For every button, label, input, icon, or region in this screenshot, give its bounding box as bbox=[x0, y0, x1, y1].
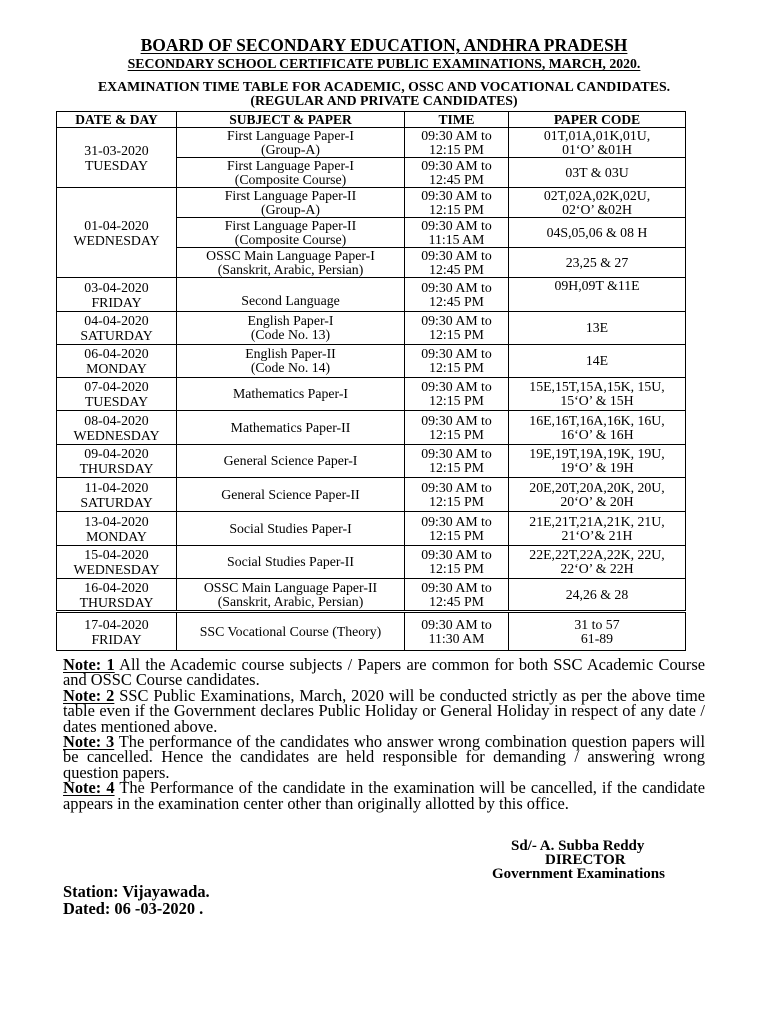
subject-paper-cell bbox=[177, 512, 405, 546]
time-cell bbox=[405, 445, 509, 478]
note-2 bbox=[63, 685, 705, 736]
exam-day: MONDAY bbox=[86, 528, 147, 544]
signatory-name: Sd/- A. Subba Reddy bbox=[511, 838, 645, 854]
subject-paper-cell bbox=[177, 378, 405, 411]
paper-code-cell bbox=[509, 188, 686, 218]
exam-date: 06-04-2020 bbox=[84, 346, 149, 361]
notes-section bbox=[63, 657, 705, 811]
time-cell bbox=[405, 278, 509, 312]
time-line: 09:30 AM to bbox=[421, 247, 492, 263]
paper-code-line: 01T,01A,01K,01U, bbox=[543, 127, 651, 143]
subject-line: (Group-A) bbox=[260, 201, 320, 217]
subject-paper-cell bbox=[177, 579, 405, 612]
exam-day: TUESDAY bbox=[84, 157, 149, 173]
exam-day: SATURDAY bbox=[80, 494, 153, 510]
time-cell bbox=[405, 188, 509, 218]
date-day-cell bbox=[57, 188, 177, 278]
time-cell bbox=[405, 345, 509, 378]
exam-day: WEDNESDAY bbox=[73, 562, 160, 577]
time-cell bbox=[405, 218, 509, 248]
date-day-cell bbox=[57, 378, 177, 411]
exam-timetable bbox=[56, 111, 686, 651]
subject-paper-cell bbox=[177, 546, 405, 579]
table-row bbox=[57, 478, 686, 512]
col-header-date-day: DATE & DAY bbox=[57, 112, 177, 128]
time-line: 09:30 AM to bbox=[421, 379, 492, 394]
exam-day: FRIDAY bbox=[91, 631, 142, 647]
table-row bbox=[57, 411, 686, 445]
paper-code-line: 23,25 & 27 bbox=[565, 254, 629, 270]
note-text: The performance of the candidates who answer wrong combination question papers will be cancelled. Hence the candidates are held responsible for demanding / answering wrong question papers. bbox=[63, 732, 705, 782]
table-row bbox=[57, 345, 686, 378]
subject-paper-cell bbox=[177, 411, 405, 445]
candidates-subtitle: (REGULAR AND PRIVATE CANDIDATES) bbox=[250, 93, 518, 108]
paper-code-line: 19E,19T,19A,19K, 19U, bbox=[529, 446, 665, 461]
subject-paper-cell bbox=[177, 312, 405, 345]
subject-paper-cell bbox=[177, 345, 405, 378]
date-day-cell bbox=[57, 312, 177, 345]
time-line: 12:15 PM bbox=[429, 527, 484, 543]
paper-code-cell bbox=[509, 128, 686, 158]
paper-code-line: 16E,16T,16A,16K, 16U, bbox=[529, 412, 665, 428]
time-line: 12:45 PM bbox=[429, 171, 484, 187]
subject-line: OSSC Main Language Paper-II bbox=[203, 579, 378, 595]
time-cell bbox=[405, 478, 509, 512]
date-day-cell bbox=[57, 128, 177, 188]
time-cell bbox=[405, 158, 509, 188]
table-row bbox=[57, 512, 686, 546]
exam-day: FRIDAY bbox=[91, 294, 142, 310]
table-row bbox=[57, 128, 686, 158]
time-cell bbox=[405, 248, 509, 278]
time-line: 12:45 PM bbox=[429, 261, 484, 277]
exam-day: TUESDAY bbox=[84, 394, 149, 409]
time-line: 09:30 AM to bbox=[421, 547, 492, 562]
table-row bbox=[57, 278, 686, 312]
paper-code-line: 31 to 57 bbox=[574, 616, 620, 632]
paper-code-line: 24,26 & 28 bbox=[565, 586, 629, 602]
paper-code-line: 22‘O’ & 22H bbox=[560, 561, 634, 576]
subject-paper-cell bbox=[177, 445, 405, 478]
time-line: 12:15 PM bbox=[429, 426, 484, 442]
exam-date: 04-04-2020 bbox=[84, 313, 149, 328]
paper-code-line: 21‘O’& 21H bbox=[561, 527, 633, 543]
table-row bbox=[57, 312, 686, 345]
paper-code-cell bbox=[509, 579, 686, 612]
time-line: 12:15 PM bbox=[429, 393, 484, 408]
time-cell bbox=[405, 546, 509, 579]
paper-code-line: 03T & 03U bbox=[565, 164, 629, 180]
exam-day: WEDNESDAY bbox=[73, 232, 160, 248]
timetable-body bbox=[57, 128, 686, 651]
note-text: The Performance of the candidate in the examination will be cancelled, if the candidate appears in the examination center other than originally allotted by this office. bbox=[63, 778, 705, 813]
time-line: 09:30 AM to bbox=[421, 346, 492, 361]
paper-code-line: 61-89 bbox=[580, 630, 614, 646]
table-row bbox=[57, 546, 686, 579]
subject-line: General Science Paper-II bbox=[221, 486, 360, 502]
paper-code-line: 13E bbox=[585, 320, 609, 335]
subject-line: (Group-A) bbox=[260, 141, 320, 157]
time-line: 09:30 AM to bbox=[421, 127, 492, 143]
subject-line: First Language Paper-II bbox=[224, 217, 357, 233]
paper-code-cell bbox=[509, 445, 686, 478]
time-line: 12:15 PM bbox=[429, 360, 484, 375]
note-4 bbox=[63, 780, 705, 811]
time-cell bbox=[405, 128, 509, 158]
subject-line: Social Studies Paper-II bbox=[227, 554, 354, 569]
time-line: 12:15 PM bbox=[429, 201, 484, 217]
subject-line: First Language Paper-I bbox=[227, 127, 354, 143]
subject-line: (Composite Course) bbox=[234, 171, 347, 187]
paper-code-line: 04S,05,06 & 08 H bbox=[546, 224, 648, 240]
time-line: 09:30 AM to bbox=[421, 479, 492, 495]
paper-code-cell bbox=[509, 312, 686, 345]
time-line: 11:30 AM bbox=[428, 630, 485, 646]
col-header-subject-paper: SUBJECT & PAPER bbox=[177, 112, 405, 128]
time-line: 09:30 AM to bbox=[421, 157, 492, 173]
exam-date: 17-04-2020 bbox=[84, 616, 149, 632]
paper-code-cell bbox=[509, 218, 686, 248]
paper-code-cell bbox=[509, 478, 686, 512]
time-cell bbox=[405, 512, 509, 546]
time-cell bbox=[405, 378, 509, 411]
time-line: 09:30 AM to bbox=[421, 616, 492, 632]
subject-line: Second Language bbox=[241, 293, 340, 308]
exam-day: WEDNESDAY bbox=[73, 427, 160, 443]
table-header-row bbox=[57, 112, 686, 128]
time-cell bbox=[405, 312, 509, 345]
time-line: 11:15 AM bbox=[428, 231, 485, 247]
paper-code-line: 15‘O’ & 15H bbox=[560, 393, 634, 408]
exam-day: THURSDAY bbox=[79, 461, 154, 476]
subject-line: (Sanskrit, Arabic, Persian) bbox=[217, 593, 364, 609]
paper-code-cell bbox=[509, 278, 686, 312]
exam-date: 16-04-2020 bbox=[84, 579, 149, 595]
exam-date: 15-04-2020 bbox=[84, 547, 149, 562]
paper-code-cell bbox=[509, 411, 686, 445]
paper-code-line: 09H,09T &11E bbox=[554, 278, 640, 293]
paper-code-cell bbox=[509, 345, 686, 378]
time-line: 12:45 PM bbox=[429, 593, 484, 609]
subject-paper-cell bbox=[177, 128, 405, 158]
time-cell bbox=[405, 411, 509, 445]
subject-line: (Sanskrit, Arabic, Persian) bbox=[217, 261, 364, 277]
signatory-department: Government Examinations bbox=[492, 866, 665, 882]
time-line: 12:45 PM bbox=[429, 293, 484, 309]
paper-code-line: 01‘O’ &01H bbox=[562, 141, 632, 157]
paper-code-line: 02T,02A,02K,02U, bbox=[543, 187, 651, 203]
date-day-cell bbox=[57, 278, 177, 312]
note-text: All the Academic course subjects / Papers are common for both SSC Academic Course and OSSC Course candidates. bbox=[63, 655, 705, 690]
note-text: SSC Public Examinations, March, 2020 will be conducted strictly as per the above time table even if the Government declares Public Holiday or General Holiday in respect of any date / dates mentioned above. bbox=[63, 685, 705, 736]
paper-code-cell bbox=[509, 158, 686, 188]
date-day-cell bbox=[57, 411, 177, 445]
exam-day: THURSDAY bbox=[79, 594, 154, 610]
subject-line: OSSC Main Language Paper-I bbox=[206, 247, 375, 263]
table-row bbox=[57, 579, 686, 612]
time-cell bbox=[405, 579, 509, 612]
time-line: 09:30 AM to bbox=[421, 279, 492, 295]
col-header-time: TIME bbox=[405, 112, 509, 128]
note-label: Note: 3 bbox=[63, 732, 115, 752]
date-day-cell bbox=[57, 345, 177, 378]
subject-line: English Paper-I bbox=[247, 313, 334, 328]
table-row bbox=[57, 445, 686, 478]
paper-code-line: 20E,20T,20A,20K, 20U, bbox=[529, 479, 665, 495]
note-label: Note: 4 bbox=[63, 778, 115, 798]
paper-code-line: 15E,15T,15A,15K, 15U, bbox=[529, 379, 665, 394]
paper-code-line: 20‘O’ & 20H bbox=[560, 493, 634, 509]
dated-line: Dated: 06 -03-2020 . bbox=[63, 899, 204, 918]
paper-code-line: 02‘O’ &02H bbox=[562, 201, 632, 217]
note-3 bbox=[63, 734, 705, 780]
station-line: Station: Vijayawada. bbox=[63, 882, 210, 901]
time-line: 12:15 PM bbox=[429, 460, 484, 475]
paper-code-line: 22E,22T,22A,22K, 22U, bbox=[529, 547, 665, 562]
subject-line: (Code No. 14) bbox=[250, 360, 331, 375]
subject-line: Social Studies Paper-I bbox=[229, 520, 352, 536]
subject-line: Mathematics Paper-II bbox=[230, 419, 351, 435]
date-day-cell bbox=[57, 546, 177, 579]
paper-code-line: 19‘O’ & 19H bbox=[560, 460, 634, 475]
exam-date: 08-04-2020 bbox=[84, 412, 149, 428]
time-line: 12:15 PM bbox=[429, 327, 484, 342]
subject-paper-cell bbox=[177, 158, 405, 188]
time-line: 12:15 PM bbox=[429, 493, 484, 509]
time-line: 09:30 AM to bbox=[421, 513, 492, 529]
subject-line: (Code No. 13) bbox=[250, 327, 331, 342]
subject-line: English Paper-II bbox=[245, 346, 336, 361]
date-day-cell bbox=[57, 612, 177, 651]
time-line: 09:30 AM to bbox=[421, 217, 492, 233]
subject-line: First Language Paper-I bbox=[227, 157, 354, 173]
table-row bbox=[57, 378, 686, 411]
time-cell bbox=[405, 612, 509, 651]
exam-date: 13-04-2020 bbox=[84, 513, 149, 529]
time-line: 09:30 AM to bbox=[421, 187, 492, 203]
paper-code-cell bbox=[509, 612, 686, 651]
date-day-cell bbox=[57, 579, 177, 612]
exam-day: MONDAY bbox=[86, 361, 147, 376]
paper-code-cell bbox=[509, 512, 686, 546]
paper-code-line: 16‘O’ & 16H bbox=[560, 426, 634, 442]
subject-paper-cell bbox=[177, 478, 405, 512]
exam-date: 01-04-2020 bbox=[84, 217, 149, 233]
time-line: 12:15 PM bbox=[429, 561, 484, 576]
exam-date: 07-04-2020 bbox=[84, 379, 149, 394]
paper-code-cell bbox=[509, 248, 686, 278]
exam-date: 09-04-2020 bbox=[84, 446, 149, 461]
date-day-cell bbox=[57, 478, 177, 512]
timetable-title: EXAMINATION TIME TABLE FOR ACADEMIC, OSSC AND VOCATIONAL CANDIDATES. bbox=[97, 79, 671, 94]
subject-line: SSC Vocational Course (Theory) bbox=[199, 623, 382, 639]
col-header-paper-code: PAPER CODE bbox=[509, 112, 686, 128]
table-row bbox=[57, 188, 686, 218]
paper-code-cell bbox=[509, 378, 686, 411]
note-label: Note: 2 bbox=[63, 685, 115, 705]
exam-date: 03-04-2020 bbox=[84, 279, 149, 295]
subject-line: General Science Paper-I bbox=[223, 453, 358, 468]
paper-code-line: 14E bbox=[585, 353, 609, 368]
table-row bbox=[57, 612, 686, 651]
time-line: 09:30 AM to bbox=[421, 446, 492, 461]
signatory-title: DIRECTOR bbox=[545, 852, 626, 868]
time-line: 09:30 AM to bbox=[421, 313, 492, 328]
date-day-cell bbox=[57, 512, 177, 546]
subject-paper-cell bbox=[177, 278, 405, 312]
note-label: Note: 1 bbox=[63, 655, 115, 674]
subject-line: (Composite Course) bbox=[234, 231, 347, 247]
subject-line: Mathematics Paper-I bbox=[232, 386, 349, 401]
subject-paper-cell bbox=[177, 188, 405, 218]
board-title: BOARD OF SECONDARY EDUCATION, ANDHRA PRADESH bbox=[140, 35, 628, 55]
date-day-cell bbox=[57, 445, 177, 478]
paper-code-cell bbox=[509, 546, 686, 579]
time-line: 09:30 AM to bbox=[421, 412, 492, 428]
subject-paper-cell bbox=[177, 218, 405, 248]
subject-paper-cell bbox=[177, 248, 405, 278]
time-line: 09:30 AM to bbox=[421, 579, 492, 595]
exam-title: SECONDARY SCHOOL CERTIFICATE PUBLIC EXAMINATIONS, MARCH, 2020. bbox=[127, 56, 641, 71]
exam-date: 11-04-2020 bbox=[84, 479, 149, 495]
exam-date: 31-03-2020 bbox=[84, 142, 149, 158]
time-line: 12:15 PM bbox=[429, 141, 484, 157]
subject-paper-cell bbox=[177, 612, 405, 651]
paper-code-line: 21E,21T,21A,21K, 21U, bbox=[529, 513, 665, 529]
exam-day: SATURDAY bbox=[80, 328, 153, 343]
note-1 bbox=[63, 657, 705, 688]
subject-line: First Language Paper-II bbox=[224, 187, 357, 203]
